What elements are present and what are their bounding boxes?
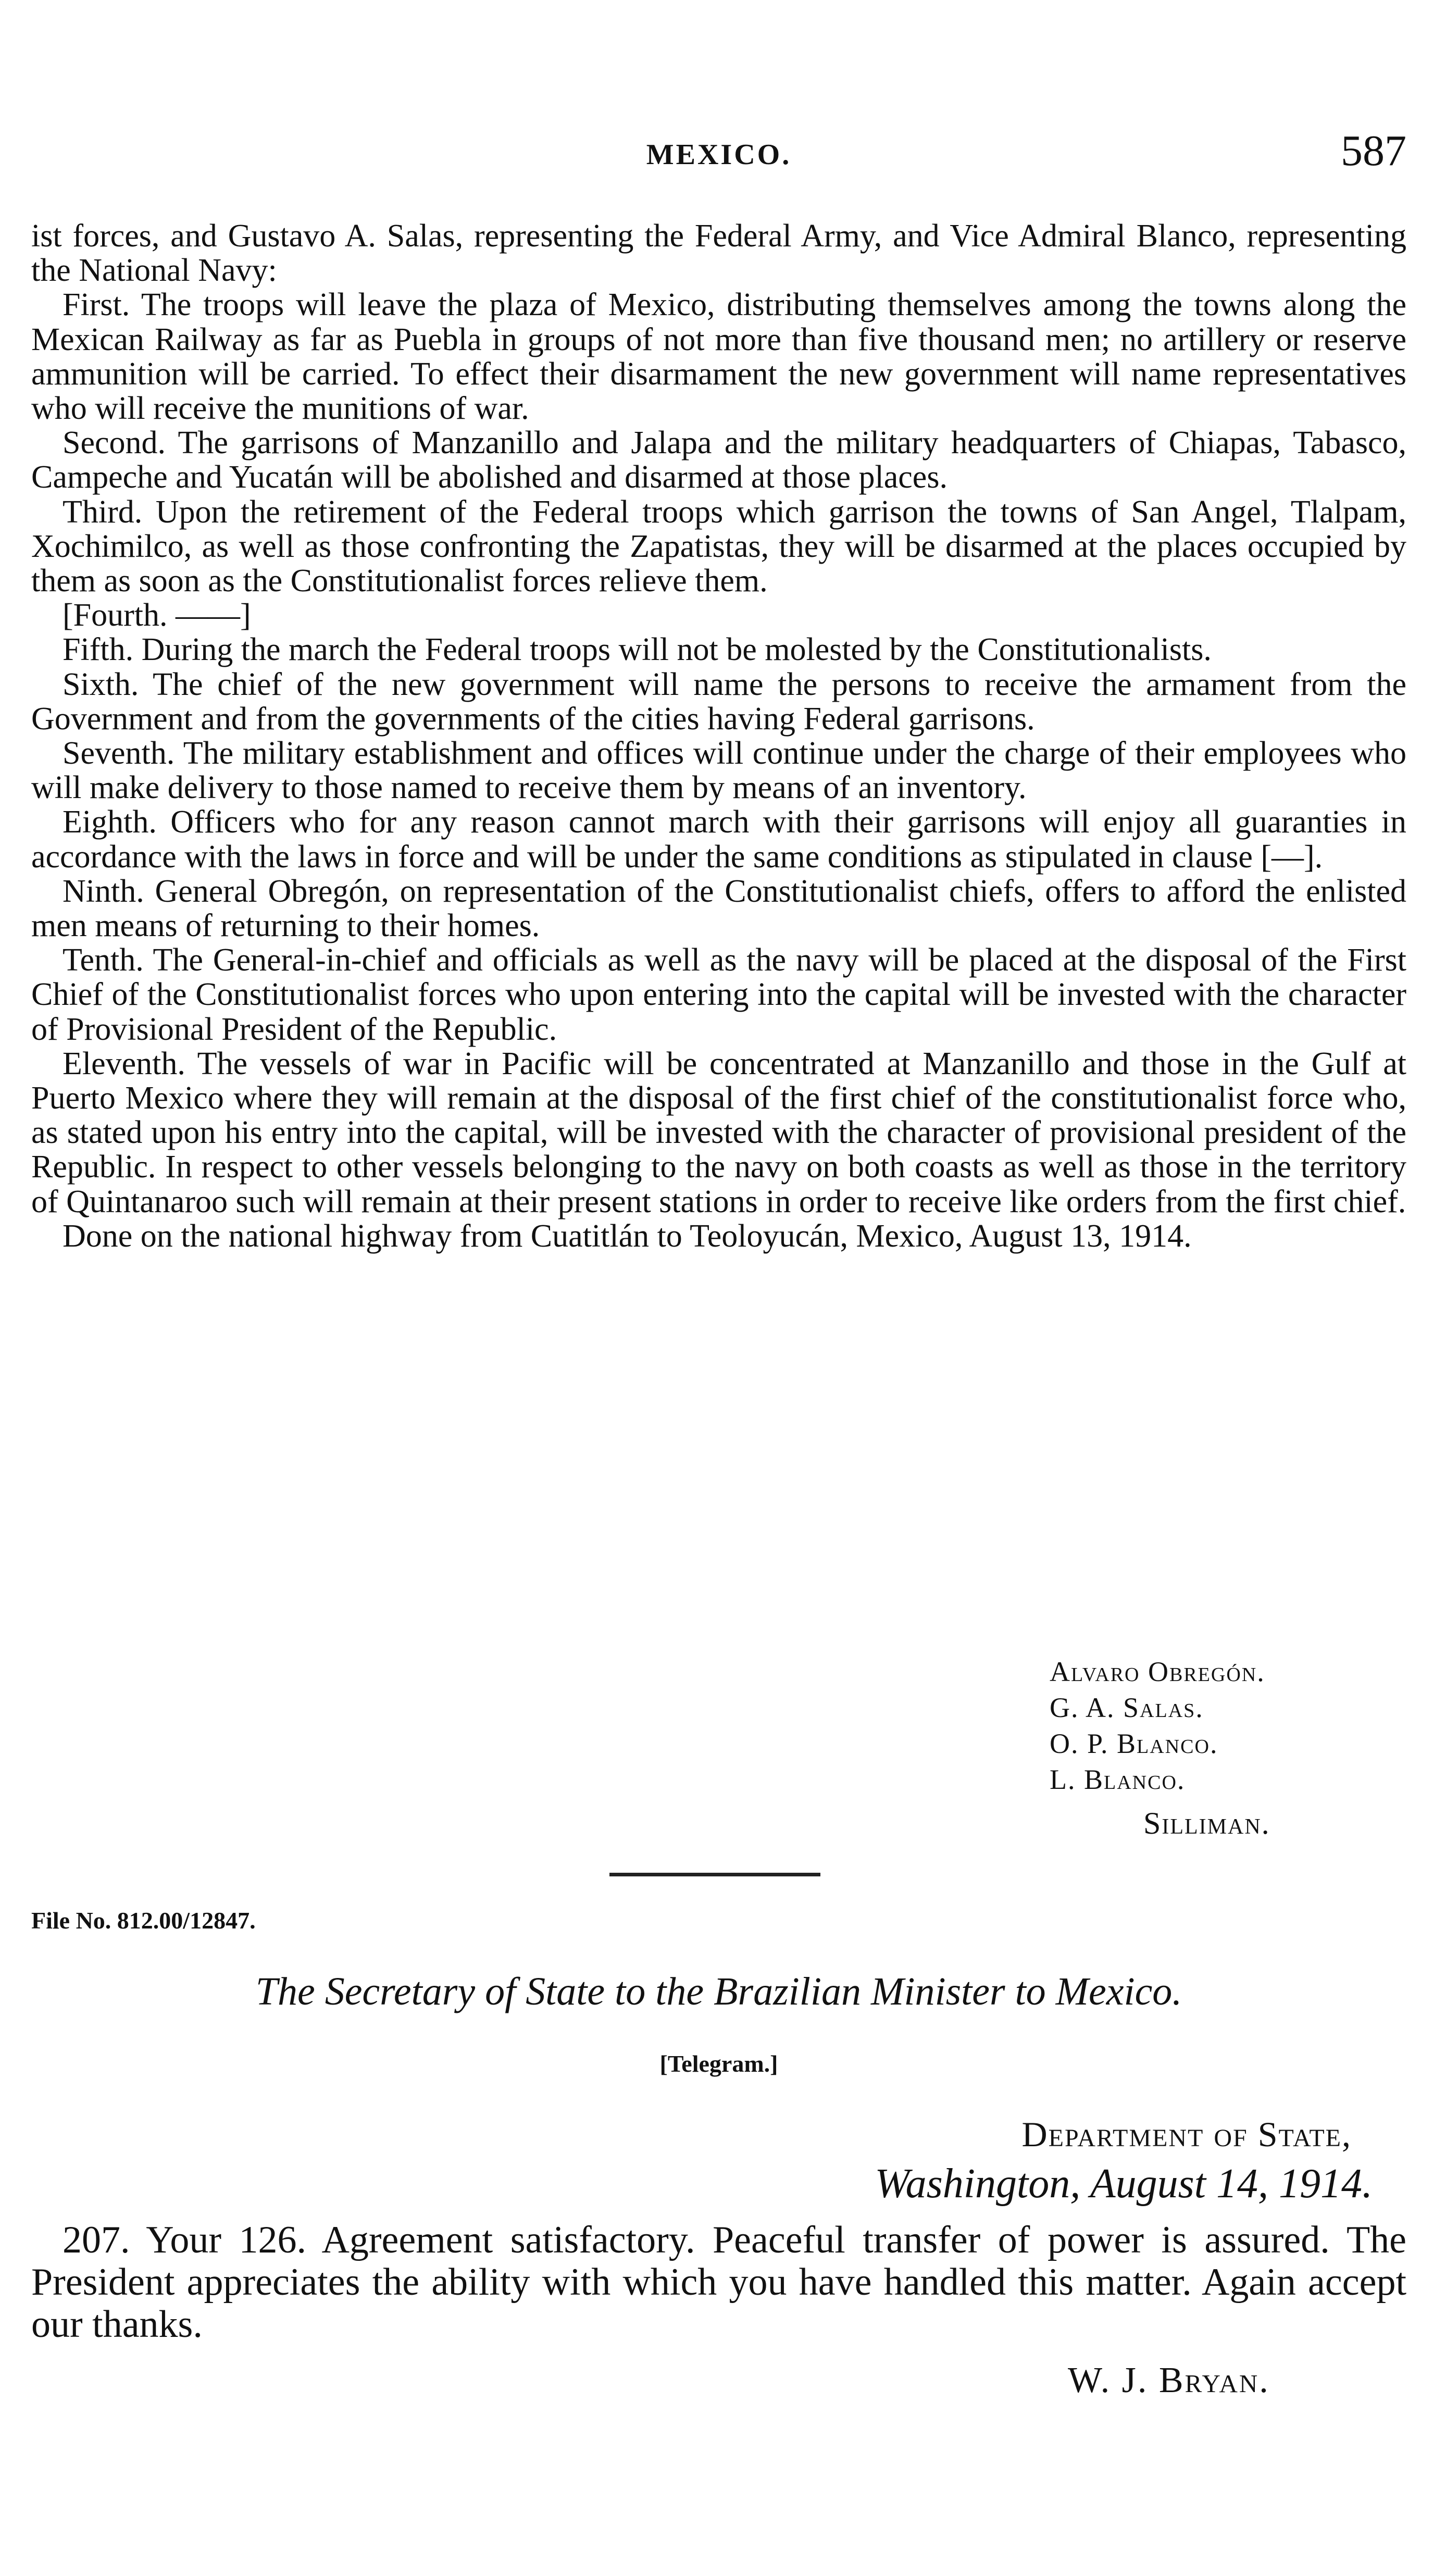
paragraph-done: Done on the national highway from Cuatitlán to Teoloyucán, Mexico, August 13, 1914. bbox=[63, 1218, 1192, 1254]
telegram-text: 207. Your 126. Agreement satisfactory. Peaceful transfer of power is assured. The President appreciates the ability with which you have handled this matter. Again accept our thanks. bbox=[31, 2219, 1406, 2346]
file-number: File No. 812.00/12847. bbox=[31, 1907, 256, 1934]
signature-line: Alvaro Obregón. bbox=[1050, 1656, 1265, 1687]
paragraph-eighth: Eighth. Officers who for any reason cannot march with their garrisons will enjoy all guaranties in accordance with the laws in force and will be under the same conditions as stipulated in clause [—]. bbox=[31, 804, 1406, 875]
signature-final: Silliman. bbox=[1143, 1806, 1270, 1840]
department-name: Department of State, bbox=[1021, 2114, 1352, 2154]
paragraph-sixth: Sixth. The chief of the new government will name the persons to receive the armament from the Government and from the governments of the cities having Federal garrisons. bbox=[31, 666, 1406, 737]
signature-line: O. P. Blanco. bbox=[1050, 1728, 1218, 1759]
signature-block bbox=[1050, 1654, 1270, 1841]
section-divider bbox=[609, 1873, 820, 1876]
paragraph-third: Third. Upon the retirement of the Federal troops which garrison the towns of San Angel, Tlalpam, Xochimilco, as well as those confronting the Zapatistas, they will be disarmed at the places occupied by them as soon as the Constitutionalist forces relieve them. bbox=[31, 494, 1406, 599]
main-text bbox=[31, 219, 1406, 1253]
paragraph-second: Second. The garrisons of Manzanillo and Jalapa and the military headquarters of Chiapas, Tabasco, Campeche and Yucatán will be abolished and disarmed at those places. bbox=[31, 425, 1406, 495]
paragraph-seventh: Seventh. The military establishment and offices will continue under the charge of their employees who will make delivery to those named to receive them by means of an inventory. bbox=[31, 736, 1406, 806]
signature-line: L. Blanco. bbox=[1050, 1764, 1186, 1795]
document-heading: The Secretary of State to the Brazilian Minister to Mexico. bbox=[255, 1970, 1182, 2013]
telegram-body bbox=[31, 2219, 1406, 2346]
place-date: Washington, August 14, 1914. bbox=[875, 2161, 1373, 2207]
dateline bbox=[771, 2114, 1406, 2208]
paragraph-fourth: [Fourth. ——] bbox=[63, 598, 251, 633]
telegram-label: [Telegram.] bbox=[659, 2050, 778, 2077]
paragraph-tenth: Tenth. The General-in-chief and officials as well as the navy will be placed at the disposal of the First Chief of the Constitutionalist forces who upon entering into the capital will be invested with the character of Provisional President of the Republic. bbox=[31, 942, 1406, 1047]
paragraph-eleventh: Eleventh. The vessels of war in Pacific will be concentrated at Manzanillo and those in the Gulf at Puerto Mexico where they will remain at the disposal of the first chief of the constitutionalist force who, as stated upon his entry into the capital, will be invested with the character of provisional president of the Republic. In respect to other vessels belonging to the navy on both coasts as well as those in the territory of Quintanaroo such will remain at their present stations in order to receive like orders from the first chief. bbox=[31, 1046, 1406, 1219]
paragraph-continuation: ist forces, and Gustavo A. Salas, representing the Federal Army, and Vice Admiral Blanco, representing the National Navy: bbox=[31, 218, 1406, 289]
running-head bbox=[31, 128, 1406, 175]
paragraph-ninth: Ninth. General Obregón, on representation of the Constitutionalist chiefs, offers to afford the enlisted men means of returning to their homes. bbox=[31, 873, 1406, 944]
paragraph-first: First. The troops will leave the plaza of Mexico, distributing themselves among the towns along the Mexican Railway as far as Puebla in groups of not more than five thousand men; no artillery or reserve ammunition will be carried. To effect their disarmament the new government will name representatives who will receive the munitions of war. bbox=[31, 287, 1406, 427]
page-number: 587 bbox=[1341, 127, 1406, 175]
signature-line: G. A. Salas. bbox=[1050, 1692, 1204, 1723]
paragraph-fifth: Fifth. During the march the Federal troops will not be molested by the Constitutionalists. bbox=[63, 632, 1212, 668]
closing-signature: W. J. Bryan. bbox=[1068, 2360, 1270, 2400]
running-title: MEXICO. bbox=[646, 139, 792, 171]
